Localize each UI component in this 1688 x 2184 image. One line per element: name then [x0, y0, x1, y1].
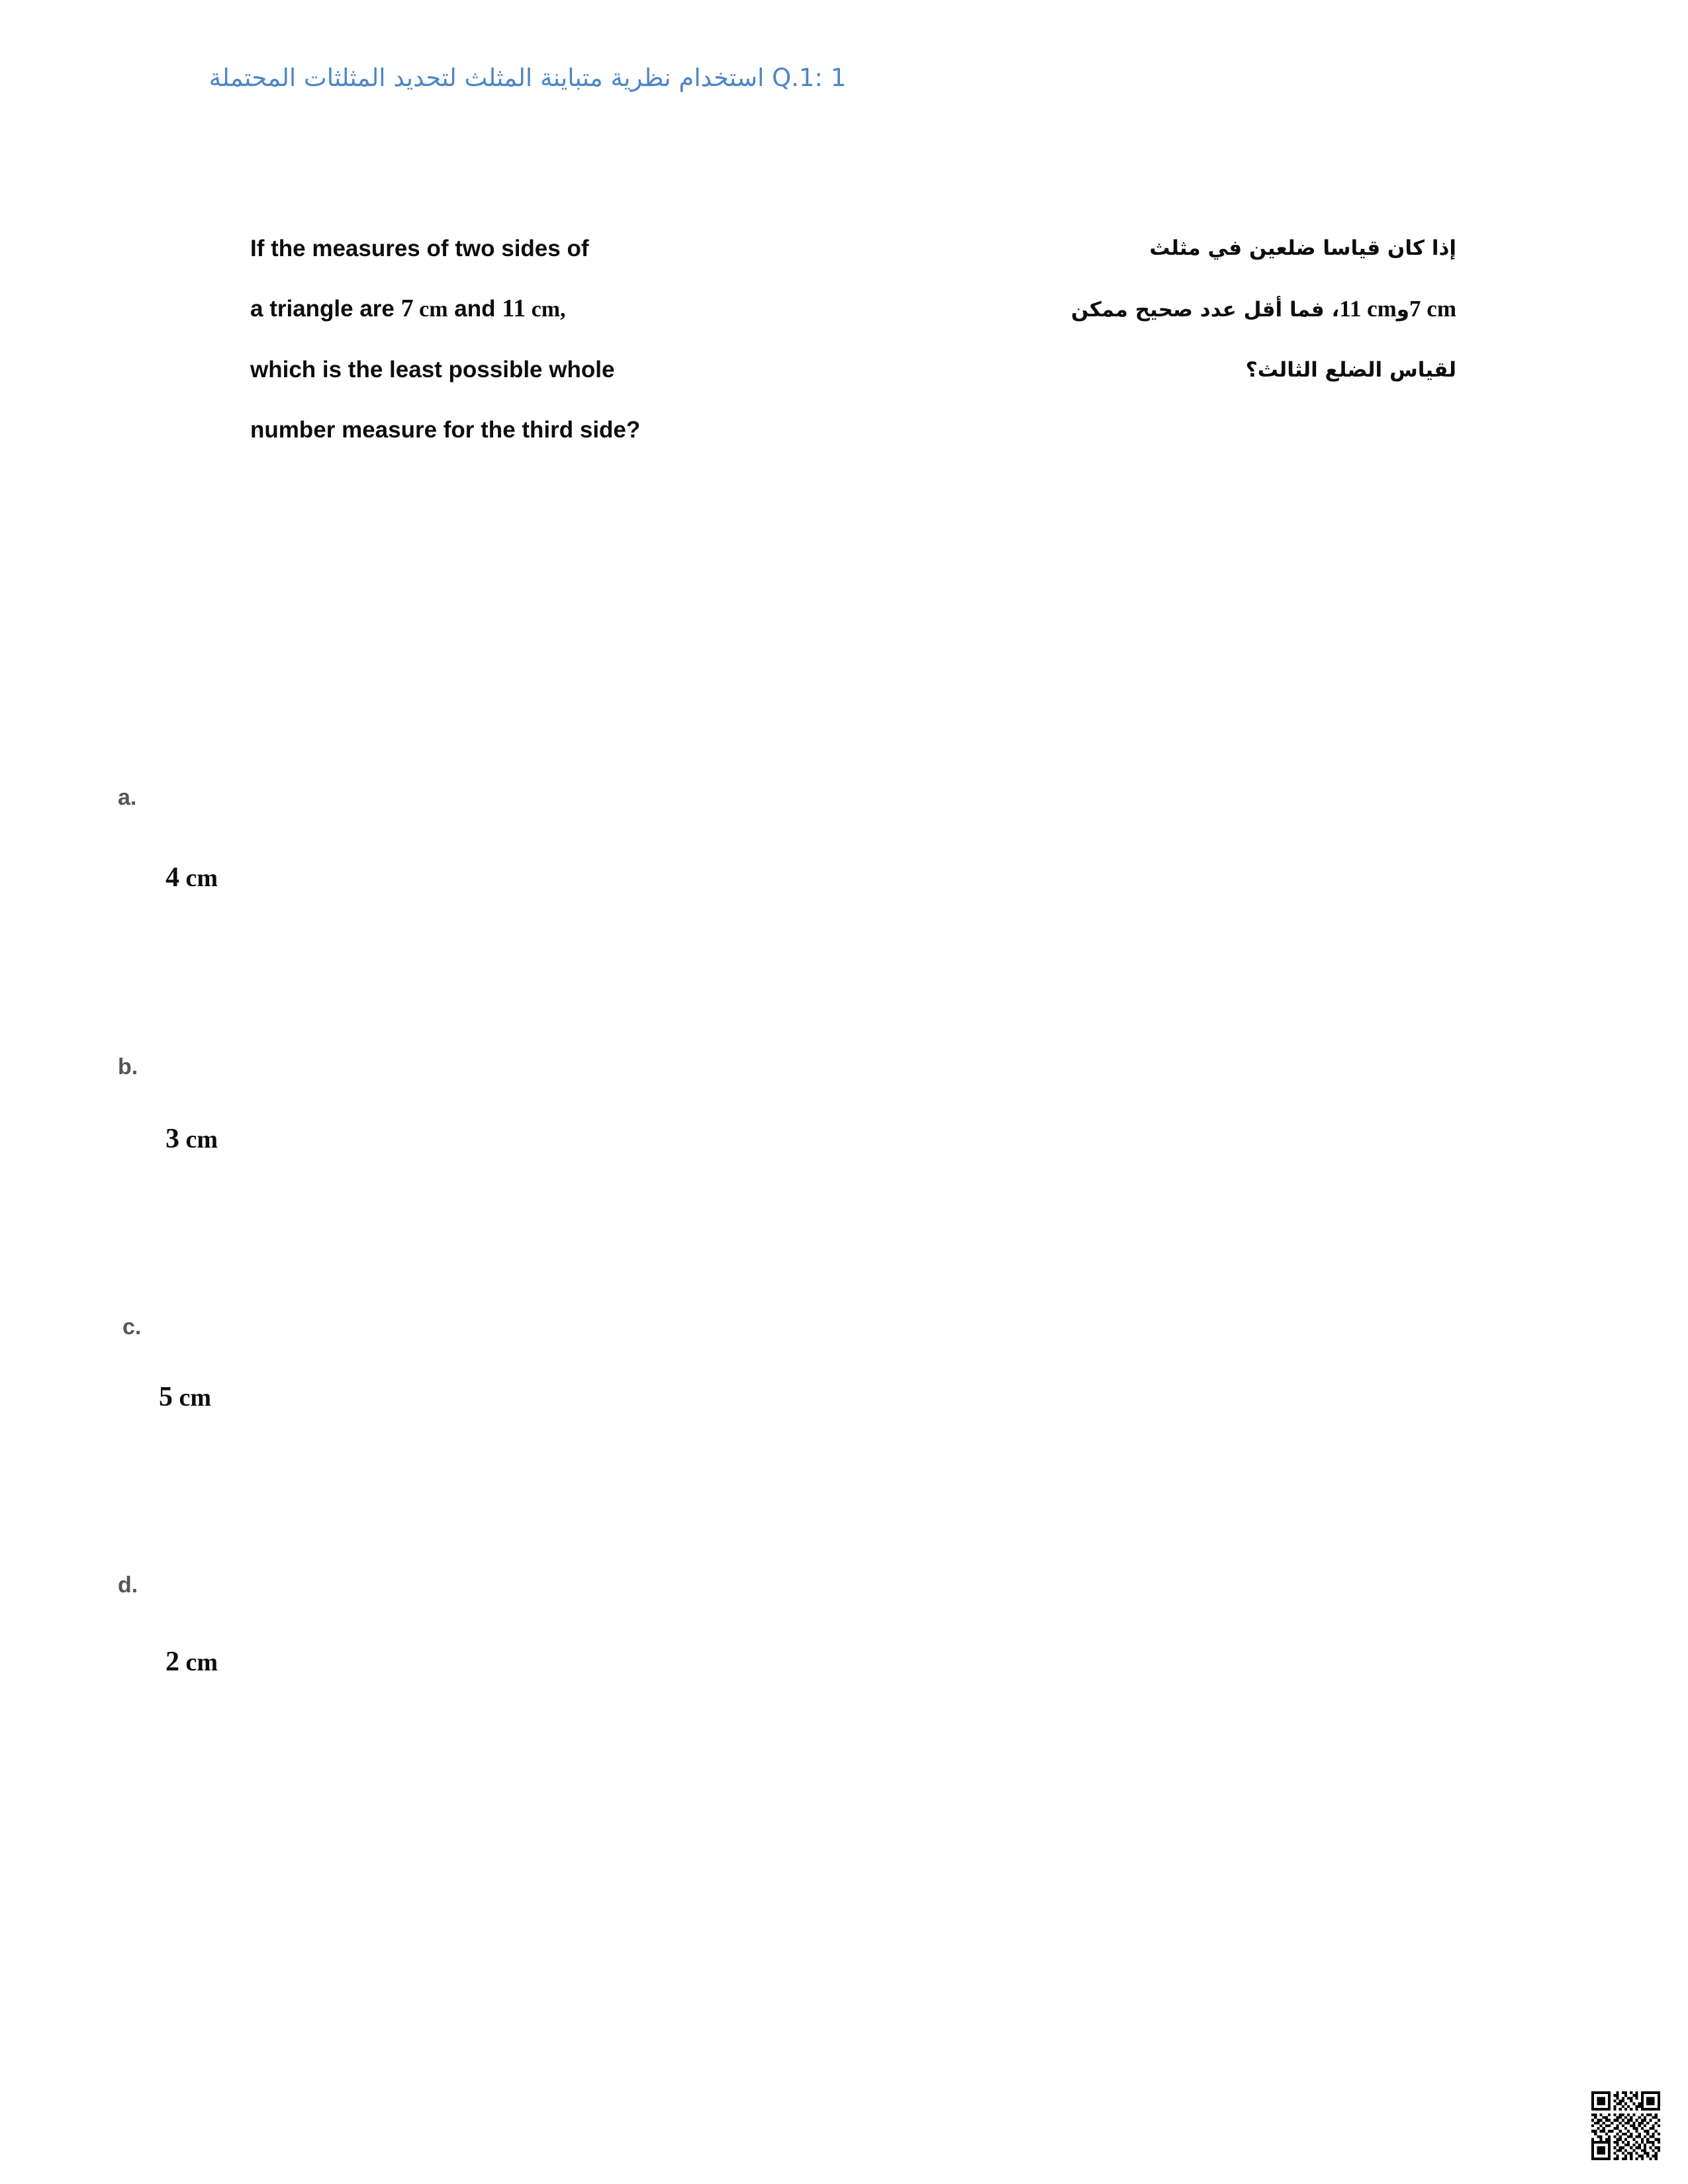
arabic-conjunction: و — [1396, 298, 1410, 322]
side-length-2-value: 11 — [502, 295, 526, 322]
option-c-number: 5 — [159, 1382, 173, 1412]
option-c-unit: cm — [173, 1384, 212, 1412]
question-text-english — [250, 218, 846, 460]
option-d-number: 2 — [165, 1647, 179, 1677]
side-length-1-value: 7 — [400, 295, 414, 322]
question-en-line-1: If the measures of two sides of — [250, 236, 589, 261]
question-ar-line-1: إذا كان قياسا ضلعين في مثلث — [1149, 236, 1456, 260]
option-a-letter: a. — [118, 785, 137, 810]
option-d-value — [165, 1648, 218, 1676]
option-b-letter: b. — [118, 1054, 138, 1079]
question-ar-line-3: لقياس الضلع الثالث؟ — [1245, 358, 1456, 382]
side-length-2-unit: cm, — [526, 297, 566, 322]
qr-code-icon — [1591, 2091, 1660, 2160]
question-ar-line-2 — [887, 279, 1456, 340]
option-b-number: 3 — [165, 1124, 179, 1154]
question-en-line2-prefix: a triangle are — [250, 296, 401, 322]
header-title: Q.1: 1 استخدام نظرية متباينة المثلث لتحديد المثلثات المحتملة — [209, 64, 847, 92]
question-ar-line2-rest: ، فما أقل عدد صحيح ممكن — [1071, 298, 1340, 322]
option-d-letter: d. — [118, 1572, 138, 1598]
question-en-line2-mid: and — [447, 296, 502, 322]
side-length-1-unit: cm — [413, 297, 448, 322]
option-a-value — [165, 864, 218, 892]
question-en-line-3: which is the least possible whole — [250, 357, 615, 383]
question-en-line-2 — [250, 279, 846, 340]
question-en-line-4: number measure for the third side? — [250, 417, 641, 443]
option-a-number: 4 — [165, 862, 179, 893]
question-text-arabic — [887, 218, 1456, 400]
option-c-letter: c. — [122, 1314, 142, 1340]
question-block — [0, 218, 1688, 443]
option-d-unit: cm — [179, 1649, 218, 1676]
option-b-unit: cm — [179, 1126, 218, 1154]
option-b-value — [165, 1125, 218, 1154]
option-a-unit: cm — [179, 864, 218, 892]
option-c-value — [159, 1383, 211, 1412]
arabic-side-length-2: 11 cm — [1339, 296, 1397, 322]
arabic-side-length-1: 7 cm — [1409, 296, 1456, 322]
